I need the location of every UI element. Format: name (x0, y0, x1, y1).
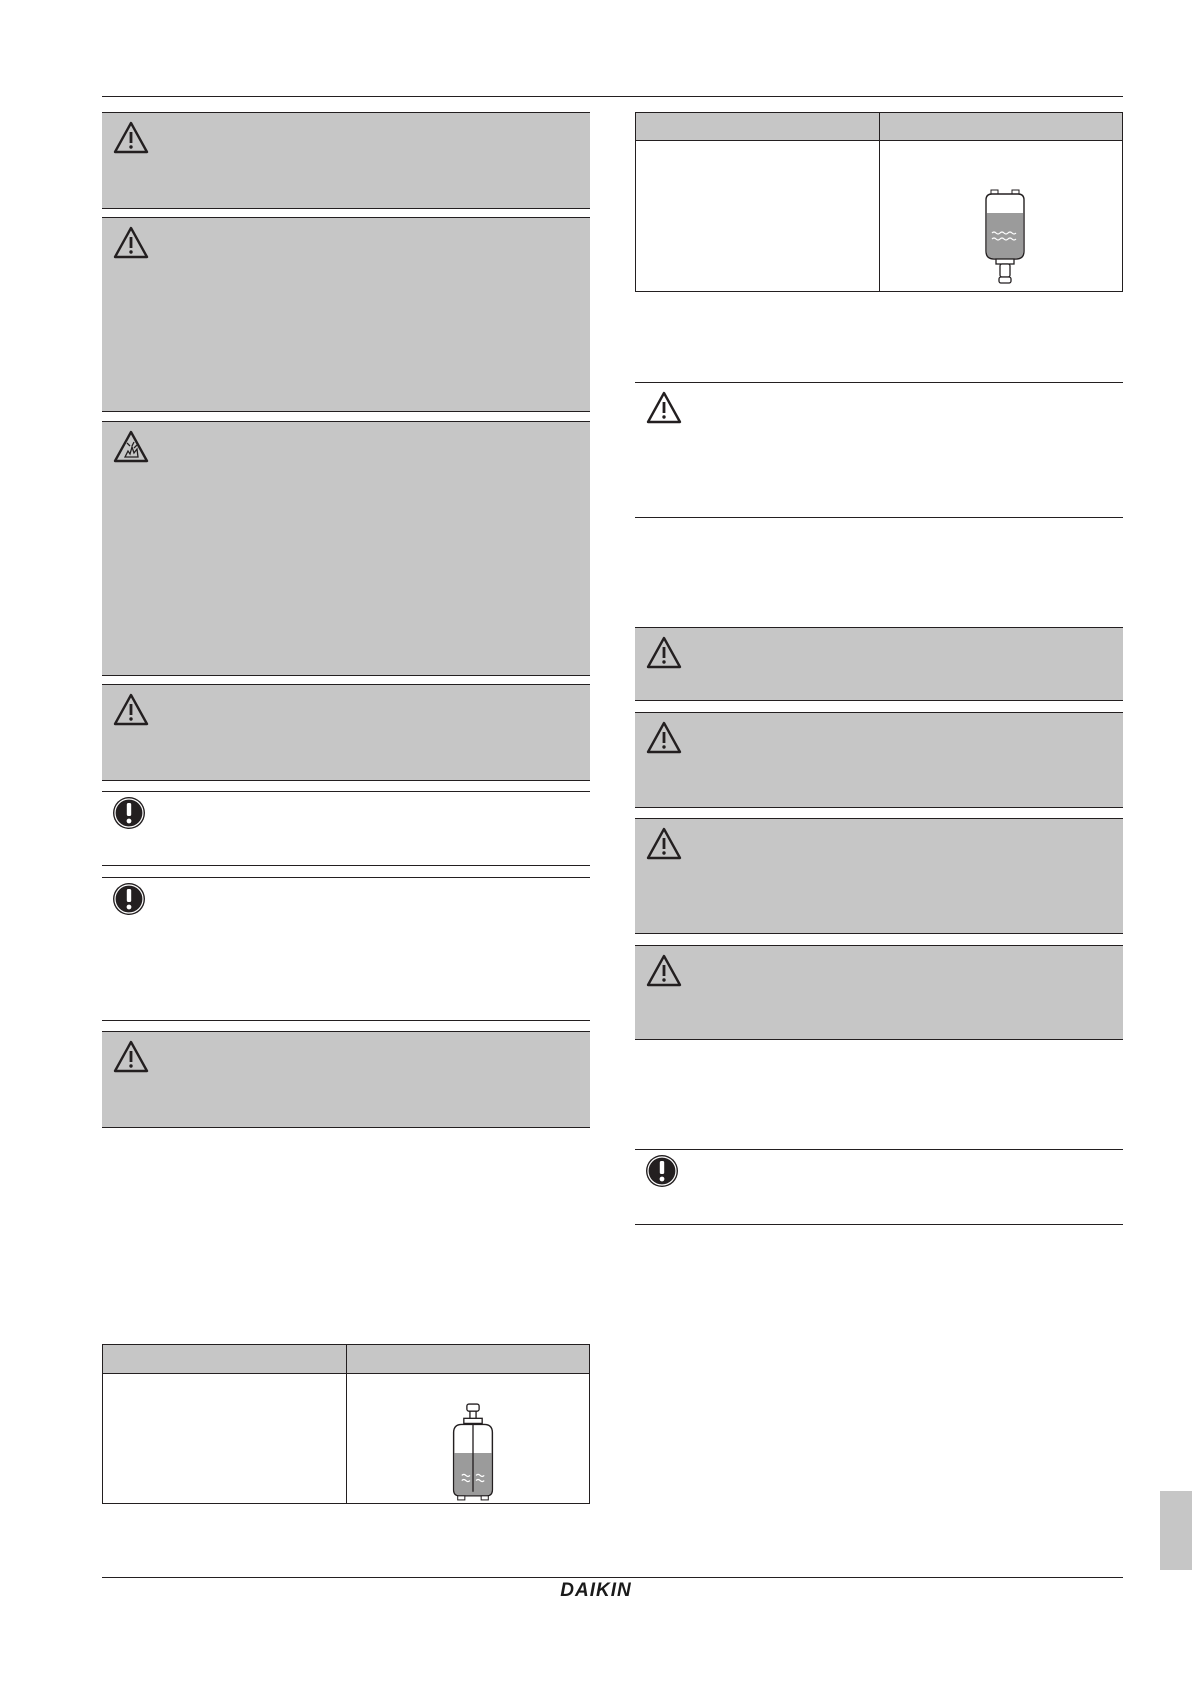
flammable-warning-panel (102, 421, 590, 676)
notice-exclamation-icon (643, 1153, 681, 1189)
warning-panel (102, 1031, 590, 1128)
refrigerant-cylinder-siphon-icon (443, 1402, 503, 1504)
warning-panel (635, 818, 1123, 934)
warning-triangle-icon (645, 635, 683, 671)
warning-panel (635, 627, 1123, 701)
chapter-tab (1160, 1491, 1192, 1570)
warning-triangle-icon (645, 390, 683, 426)
warning-panel (635, 712, 1123, 808)
cylinder-table (102, 1344, 590, 1504)
notice-exclamation-icon (110, 881, 148, 917)
cylinder-table (635, 112, 1123, 292)
warning-panel (102, 684, 590, 781)
notice-panel (102, 877, 590, 1021)
notice-panel (102, 791, 590, 866)
header-rule (102, 96, 1123, 97)
refrigerant-cylinder-inverted-icon (976, 189, 1034, 289)
warning-triangle-icon (112, 225, 150, 261)
warning-panel (102, 112, 590, 209)
warning-triangle-icon (112, 1039, 150, 1075)
daikin-logo: DAIKIN (560, 1580, 632, 1601)
warning-triangle-icon (645, 826, 683, 862)
warning-triangle-icon (645, 953, 683, 989)
warning-panel (102, 217, 590, 412)
notice-exclamation-icon (110, 795, 148, 831)
warning-triangle-icon (112, 692, 150, 728)
footer-rule (102, 1577, 1123, 1578)
warning-panel (635, 945, 1123, 1040)
warning-triangle-icon (112, 120, 150, 156)
table-column-divider (346, 1345, 347, 1503)
warning-panel (635, 382, 1123, 518)
notice-panel (635, 1149, 1123, 1225)
warning-flammable-icon (112, 429, 150, 465)
warning-triangle-icon (645, 720, 683, 756)
table-column-divider (879, 113, 880, 291)
